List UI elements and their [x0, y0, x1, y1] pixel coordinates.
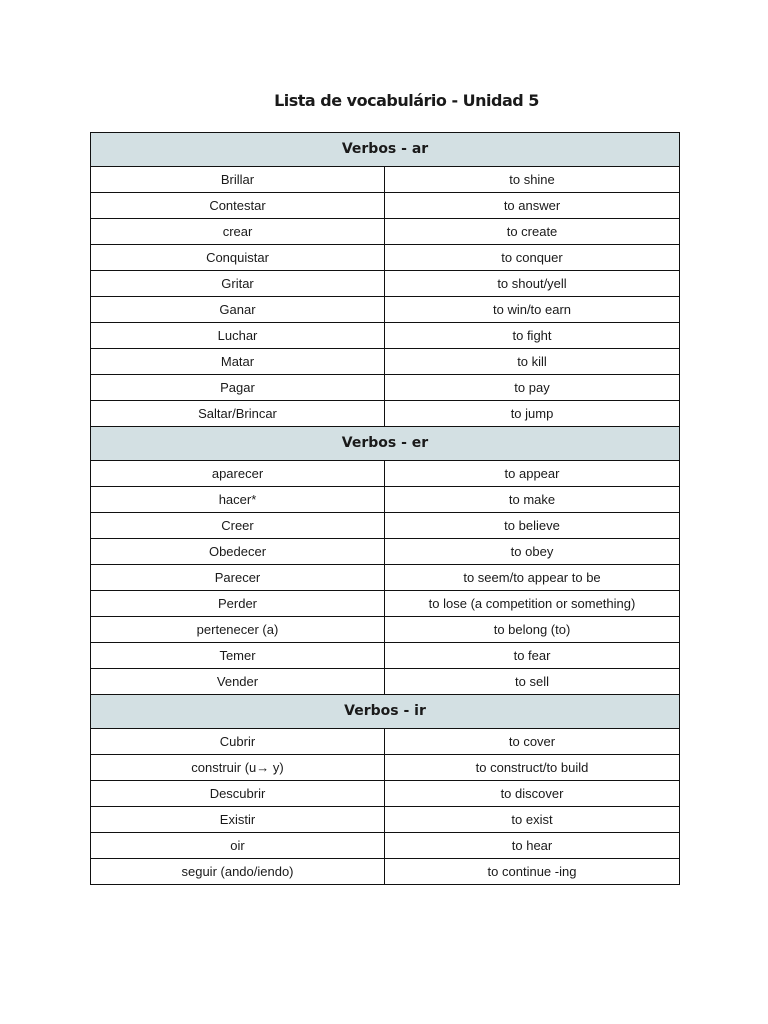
spanish-verb: construir (u→ y) — [91, 755, 385, 781]
english-translation: to cover — [385, 729, 680, 755]
vocabulary-table — [90, 132, 680, 885]
spanish-verb: pertenecer (a) — [91, 617, 385, 643]
table-row — [91, 513, 680, 539]
table-row — [91, 591, 680, 617]
table-row — [91, 167, 680, 193]
table-row — [91, 729, 680, 755]
spanish-verb: crear — [91, 219, 385, 245]
spanish-verb: Ganar — [91, 297, 385, 323]
section-heading-ir: Verbos - ir — [91, 695, 680, 729]
section-header-row — [91, 695, 680, 729]
english-translation: to construct/to build — [385, 755, 680, 781]
page-title: Lista de vocabulário - Unidad 5 — [274, 91, 539, 110]
english-translation: to kill — [385, 349, 680, 375]
table-row — [91, 539, 680, 565]
table-row — [91, 323, 680, 349]
english-translation: to make — [385, 487, 680, 513]
table-row — [91, 833, 680, 859]
section-header-row — [91, 427, 680, 461]
spanish-verb: Obedecer — [91, 539, 385, 565]
spanish-verb: Vender — [91, 669, 385, 695]
english-translation: to sell — [385, 669, 680, 695]
spanish-verb: Parecer — [91, 565, 385, 591]
table-row — [91, 565, 680, 591]
english-translation: to continue -ing — [385, 859, 680, 885]
spanish-verb: Brillar — [91, 167, 385, 193]
spanish-verb: Pagar — [91, 375, 385, 401]
section-heading-er: Verbos - er — [91, 427, 680, 461]
english-translation: to hear — [385, 833, 680, 859]
english-translation: to belong (to) — [385, 617, 680, 643]
table-row — [91, 271, 680, 297]
spanish-verb: Descubrir — [91, 781, 385, 807]
english-translation: to fight — [385, 323, 680, 349]
spanish-verb: hacer* — [91, 487, 385, 513]
table-row — [91, 487, 680, 513]
spanish-verb: Matar — [91, 349, 385, 375]
spanish-verb: oir — [91, 833, 385, 859]
english-translation: to answer — [385, 193, 680, 219]
spanish-verb: aparecer — [91, 461, 385, 487]
english-translation: to conquer — [385, 245, 680, 271]
table-row — [91, 755, 680, 781]
english-translation: to shout/yell — [385, 271, 680, 297]
english-translation: to seem/to appear to be — [385, 565, 680, 591]
english-translation: to win/to earn — [385, 297, 680, 323]
spanish-verb: Existir — [91, 807, 385, 833]
spanish-verb: Contestar — [91, 193, 385, 219]
spanish-verb: Luchar — [91, 323, 385, 349]
english-translation: to fear — [385, 643, 680, 669]
table-row — [91, 349, 680, 375]
english-translation: to appear — [385, 461, 680, 487]
english-translation: to lose (a competition or something) — [385, 591, 680, 617]
table-row — [91, 461, 680, 487]
spanish-verb: Gritar — [91, 271, 385, 297]
table-row — [91, 401, 680, 427]
table-row — [91, 219, 680, 245]
english-translation: to believe — [385, 513, 680, 539]
spanish-verb: Temer — [91, 643, 385, 669]
table-row — [91, 669, 680, 695]
table-row — [91, 375, 680, 401]
section-header-row — [91, 133, 680, 167]
spanish-verb: Saltar/Brincar — [91, 401, 385, 427]
spanish-verb: Conquistar — [91, 245, 385, 271]
spanish-verb: Cubrir — [91, 729, 385, 755]
english-translation: to create — [385, 219, 680, 245]
english-translation: to discover — [385, 781, 680, 807]
english-translation: to shine — [385, 167, 680, 193]
table-row — [91, 245, 680, 271]
english-translation: to obey — [385, 539, 680, 565]
table-row — [91, 859, 680, 885]
table-row — [91, 781, 680, 807]
spanish-verb: seguir (ando/iendo) — [91, 859, 385, 885]
table-row — [91, 193, 680, 219]
table-row — [91, 297, 680, 323]
table-row — [91, 643, 680, 669]
table-row — [91, 617, 680, 643]
section-heading-ar: Verbos - ar — [91, 133, 680, 167]
english-translation: to exist — [385, 807, 680, 833]
spanish-verb: Creer — [91, 513, 385, 539]
spanish-verb: Perder — [91, 591, 385, 617]
english-translation: to pay — [385, 375, 680, 401]
english-translation: to jump — [385, 401, 680, 427]
table-row — [91, 807, 680, 833]
